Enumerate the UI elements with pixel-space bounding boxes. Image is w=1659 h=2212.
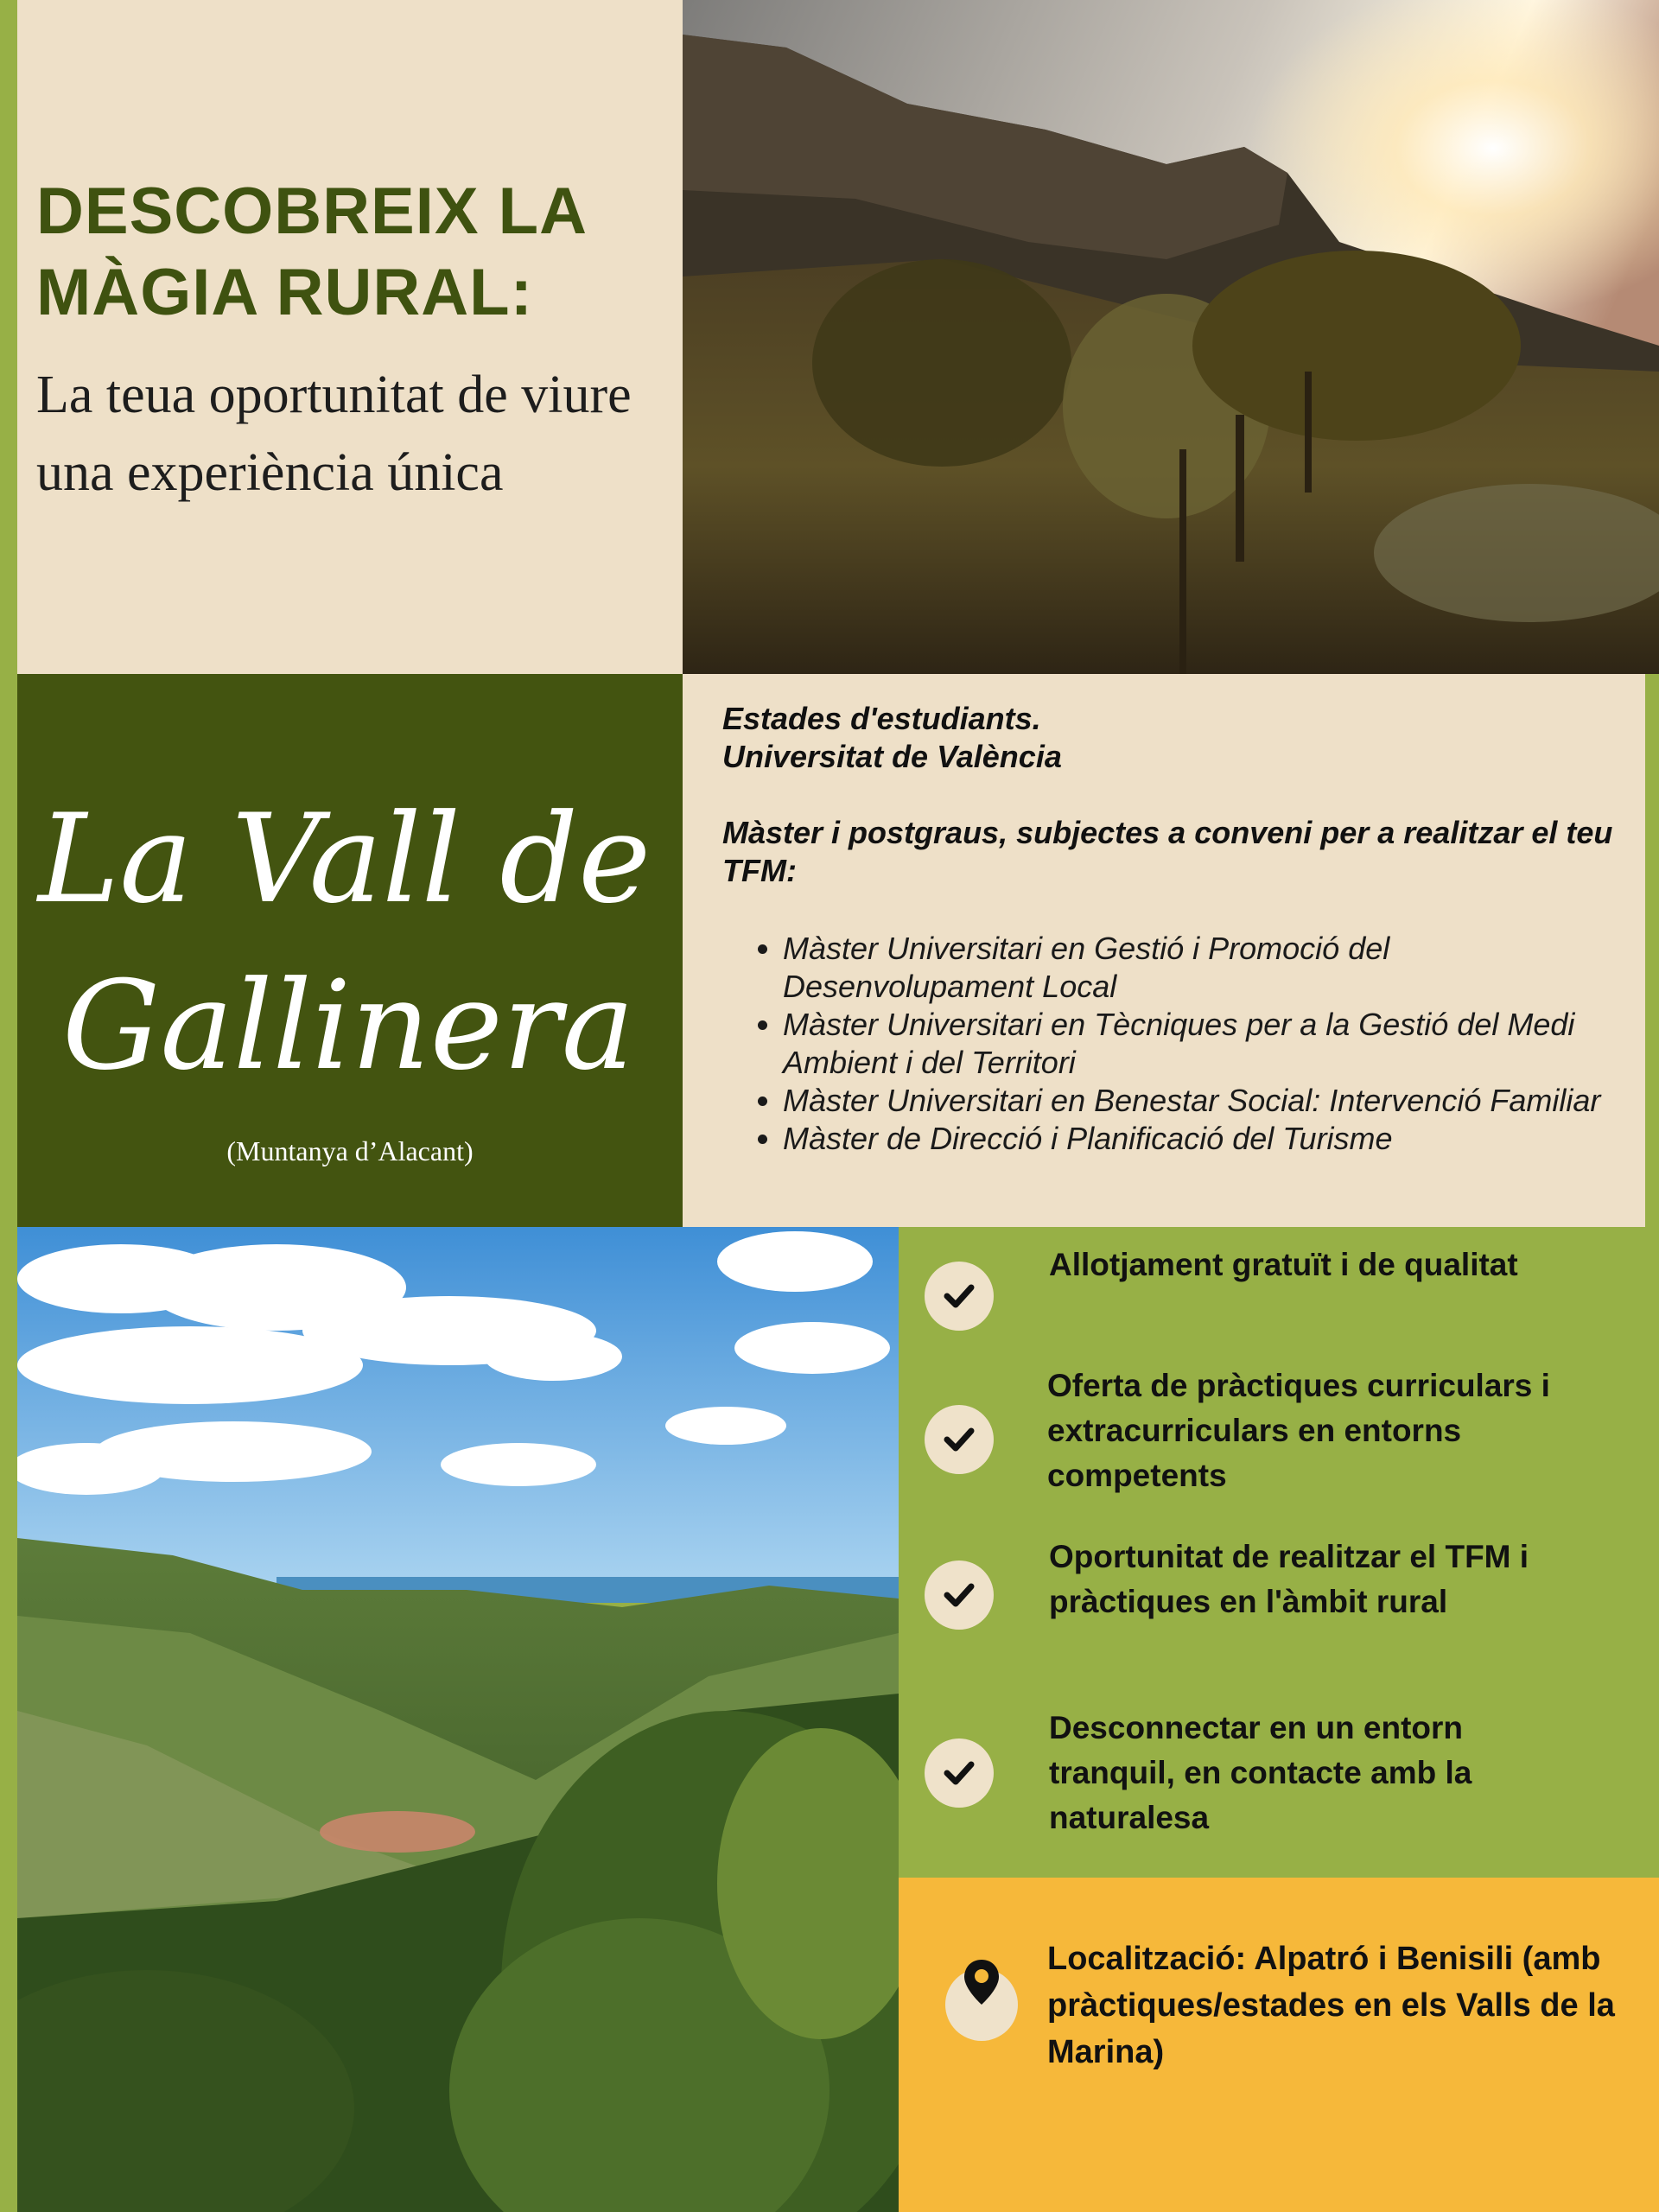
headline-line-1: DESCOBREIX LA bbox=[36, 175, 588, 248]
valley-landscape-photo bbox=[17, 1227, 899, 2212]
location-text: Localització: Alpatró i Benisili (amb pràctiques/estades en els Valls de la Marina) bbox=[1047, 1941, 1615, 2070]
list-item: • Màster Universitari en Gestió i Promoció del Desenvolupament Local bbox=[783, 930, 1647, 1006]
program-heading-line-1: Estades d'estudiants. bbox=[722, 701, 1041, 736]
map-pin-icon bbox=[945, 1968, 1018, 2041]
program-heading-line-2: Universitat de València bbox=[722, 739, 1062, 774]
benefit-tfm-rural: Oportunitat de realitzar el TFM i pràctiques en l'àmbit rural bbox=[1049, 1539, 1529, 1619]
list-item: • Màster de Direcció i Planificació del Turisme bbox=[783, 1120, 1647, 1158]
headline-line-2: MÀGIA RURAL: bbox=[36, 256, 533, 329]
hero-panel bbox=[17, 0, 683, 674]
benefit-disconnect: Desconnectar en un entorn tranquil, en contacte amb la naturalesa bbox=[1049, 1710, 1472, 1835]
benefit-internships: Oferta de pràctiques curriculars i extracurriculars en entorns competents bbox=[1047, 1368, 1550, 1493]
check-icon bbox=[925, 1560, 994, 1630]
program-heading bbox=[722, 700, 1621, 776]
check-icon bbox=[925, 1262, 994, 1331]
masters-list bbox=[753, 930, 1647, 1158]
sunset-orchard-photo bbox=[683, 0, 1659, 674]
list-item: • Màster Universitari en Benestar Social: Intervenció Familiar bbox=[783, 1082, 1647, 1120]
subheadline: La teua oportunitat de viure una experiència única bbox=[36, 365, 632, 502]
check-icon bbox=[925, 1738, 994, 1808]
list-item: • Màster Universitari en Tècniques per a la Gestió del Medi Ambient i del Territori bbox=[783, 1006, 1647, 1082]
place-name-line-2: Gallinera bbox=[62, 955, 635, 1097]
place-name-line-1: La Vall de bbox=[38, 788, 652, 931]
program-intro: Màster i postgraus, subjectes a conveni per a realitzar el teu TFM: bbox=[722, 815, 1613, 888]
benefit-free-accommodation: Allotjament gratuït i de qualitat bbox=[1049, 1247, 1518, 1282]
place-region: (Muntanya d’Alacant) bbox=[226, 1135, 474, 1166]
headline bbox=[36, 171, 658, 334]
check-icon bbox=[925, 1405, 994, 1474]
